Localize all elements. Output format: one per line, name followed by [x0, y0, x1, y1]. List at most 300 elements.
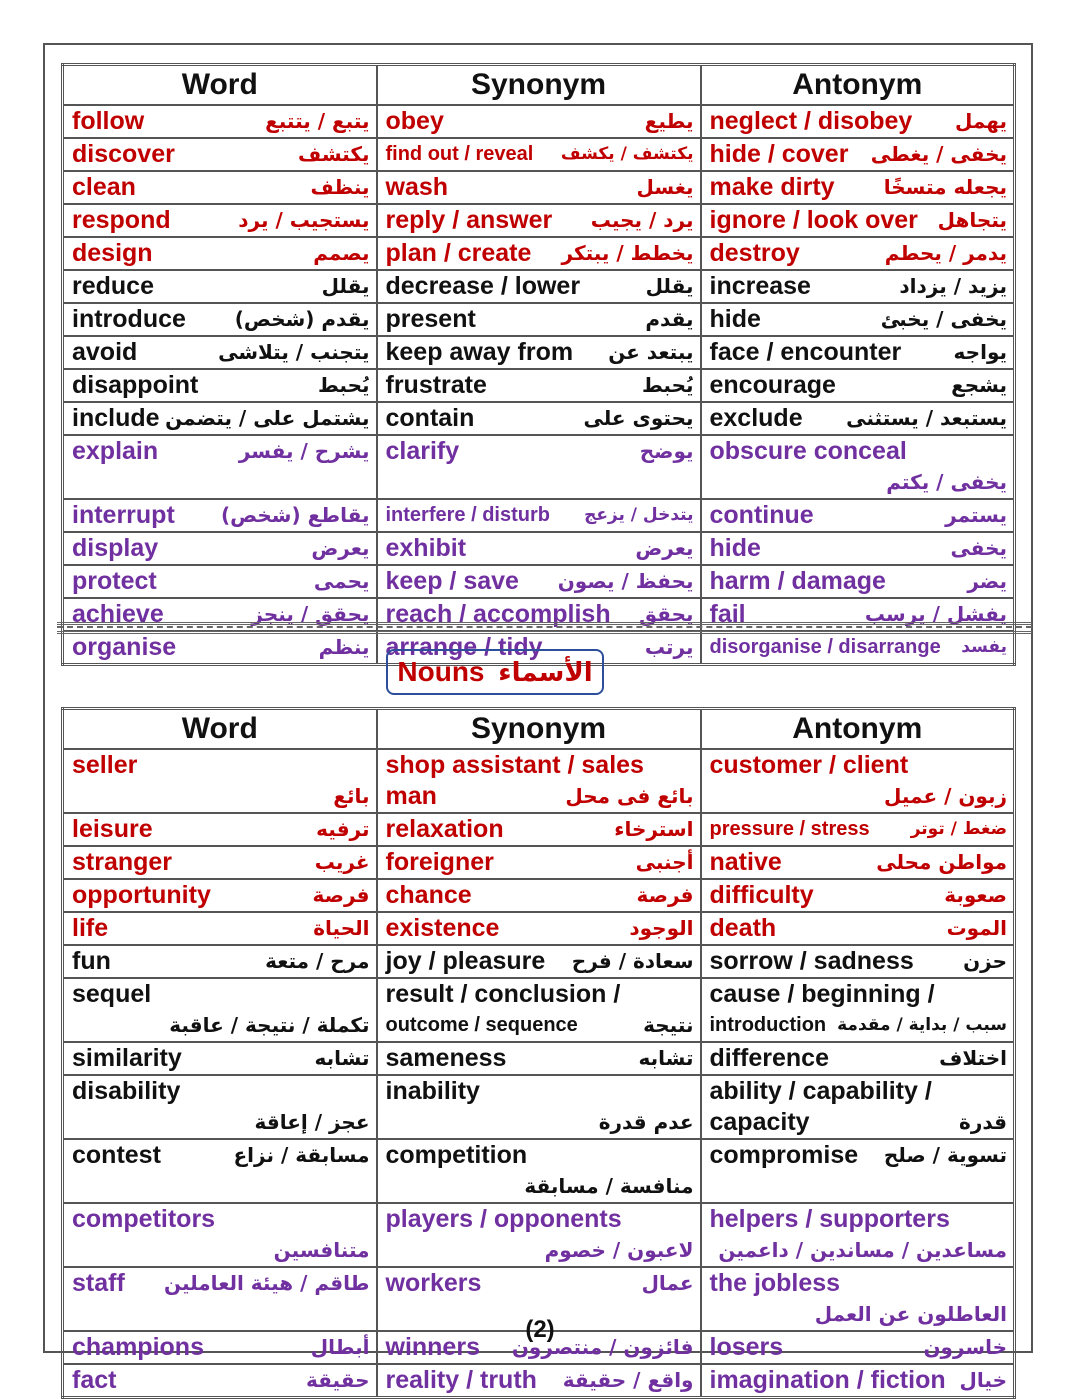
synonym-cell — [377, 303, 701, 336]
antonym-arabic: يتجاهل — [937, 208, 1007, 232]
table-row — [63, 138, 1015, 171]
word-arabic: ينظم — [318, 635, 370, 659]
antonym-cell — [701, 1075, 1015, 1139]
word-english: interrupt — [72, 501, 175, 529]
antonym-cell — [701, 303, 1015, 336]
synonym-arabic: يغسل — [636, 175, 694, 199]
synonym-arabic: يحقق — [639, 602, 694, 626]
word-english: avoid — [72, 338, 138, 366]
word-english: protect — [72, 567, 157, 595]
word-arabic: يُحبط — [317, 373, 370, 397]
word-english: contest — [72, 1141, 161, 1169]
synonym-arabic: منافسة / مسابقة — [524, 1174, 694, 1198]
antonym-arabic: يشجع — [951, 373, 1007, 397]
synonym-cell — [377, 1042, 701, 1075]
antonym-english: ignore / look over — [709, 206, 918, 234]
synonym-cell — [377, 846, 701, 879]
nouns-title-ar: الأسماء — [498, 658, 593, 688]
synonym-english: shop assistant / sales — [385, 751, 644, 779]
synonym-arabic: يُحبط — [641, 373, 694, 397]
synonym-cell — [377, 499, 701, 532]
word-arabic: يتجنب / يتلاشى — [218, 340, 370, 364]
antonym-arabic: مواطن محلى — [876, 850, 1007, 874]
word-header: Word — [63, 709, 377, 750]
word-arabic: أبطال — [310, 1335, 370, 1359]
antonym-english-line2: introduction — [709, 1014, 827, 1036]
table-row — [63, 1075, 1015, 1139]
antonym-arabic: يخفى / يغطى — [870, 142, 1007, 166]
synonym-english: exhibit — [385, 534, 467, 562]
antonym-english: neglect / disobey — [709, 107, 913, 135]
antonym-cell — [701, 171, 1015, 204]
synonym-arabic: سعادة / فرح — [571, 949, 694, 973]
antonym-cell — [701, 912, 1015, 945]
antonym-english: disorganise / disarrange — [709, 636, 941, 658]
antonym-arabic: اختلاف — [939, 1046, 1007, 1070]
antonym-english: hide / cover — [709, 140, 849, 168]
nouns-table — [61, 707, 1016, 1399]
synonym-english: find out / reveal — [385, 143, 534, 165]
word-cell — [63, 912, 377, 945]
word-arabic: غريب — [314, 850, 370, 874]
verbs-table — [61, 63, 1016, 666]
antonym-arabic: الموت — [946, 916, 1007, 940]
synonym-arabic: أجنبى — [635, 850, 694, 874]
word-arabic: ترفيه — [316, 817, 370, 841]
antonym-english: ability / capability / — [709, 1077, 932, 1105]
antonym-arabic: يخفى — [950, 536, 1007, 560]
table-row — [63, 1139, 1015, 1203]
word-cell — [63, 499, 377, 532]
synonym-cell — [377, 565, 701, 598]
word-cell — [63, 532, 377, 565]
antonym-arabic: يضر — [967, 569, 1007, 593]
antonym-cell — [701, 945, 1015, 978]
synonym-english: frustrate — [385, 371, 487, 399]
word-cell — [63, 1042, 377, 1075]
synonym-english: winners — [385, 1333, 480, 1361]
antonym-english: the jobless — [709, 1269, 841, 1297]
antonym-header: Antonym — [701, 65, 1015, 106]
antonym-cell — [701, 369, 1015, 402]
synonym-english-line2: outcome / sequence — [385, 1014, 578, 1036]
table-row — [63, 945, 1015, 978]
antonym-cell — [701, 499, 1015, 532]
synonym-english: wash — [385, 173, 449, 201]
word-arabic: يكتشف — [298, 142, 370, 166]
word-cell — [63, 435, 377, 499]
word-english: leisure — [72, 815, 153, 843]
synonym-english: relaxation — [385, 815, 504, 843]
synonym-arabic: واقع / حقيقة — [562, 1368, 694, 1392]
antonym-arabic: تسوية / صلح — [883, 1143, 1007, 1167]
page-number: (2) — [525, 1316, 555, 1343]
word-cell — [63, 749, 377, 813]
antonym-english: difference — [709, 1044, 829, 1072]
word-arabic: يحمى — [313, 569, 370, 593]
antonym-cell — [701, 1042, 1015, 1075]
word-arabic: ينظف — [310, 175, 370, 199]
synonym-arabic: يرد / يجيب — [590, 208, 694, 232]
antonym-arabic: حزن — [963, 949, 1007, 973]
word-cell — [63, 879, 377, 912]
word-english: disappoint — [72, 371, 199, 399]
synonym-cell — [377, 336, 701, 369]
word-cell — [63, 303, 377, 336]
synonym-english: obey — [385, 107, 444, 135]
antonym-english: harm / damage — [709, 567, 886, 595]
antonym-english-line2: capacity — [709, 1108, 810, 1136]
word-english: champions — [72, 1333, 204, 1361]
synonym-english: present — [385, 305, 476, 333]
antonym-arabic: خاسرون — [923, 1335, 1007, 1359]
antonym-cell — [701, 532, 1015, 565]
synonym-arabic: يقدم — [645, 307, 694, 331]
word-english: disability — [72, 1077, 181, 1105]
synonym-english: existence — [385, 914, 500, 942]
synonym-arabic: عمال — [641, 1271, 694, 1295]
synonym-english: sameness — [385, 1044, 507, 1072]
antonym-english: hide — [709, 305, 761, 333]
antonym-cell — [701, 402, 1015, 435]
word-english: opportunity — [72, 881, 211, 909]
antonym-cell — [701, 631, 1015, 665]
word-arabic: يستجيب / يرد — [238, 208, 370, 232]
antonym-arabic: سبب / بداية / مقدمة — [837, 1015, 1007, 1035]
antonym-english: cause / beginning / — [709, 980, 935, 1008]
word-arabic: يشتمل على / يتضمن — [165, 406, 370, 430]
antonym-english: face / encounter — [709, 338, 902, 366]
synonym-arabic: يتدخل / يزعج — [584, 505, 694, 525]
table-row — [63, 171, 1015, 204]
word-cell — [63, 105, 377, 138]
synonym-cell — [377, 945, 701, 978]
word-cell — [63, 369, 377, 402]
antonym-cell — [701, 1203, 1015, 1267]
synonym-cell — [377, 879, 701, 912]
synonym-english: contain — [385, 404, 475, 432]
synonym-english: joy / pleasure — [385, 947, 546, 975]
synonym-english: arrange / tidy — [385, 633, 543, 661]
table-row — [63, 237, 1015, 270]
word-english: seller — [72, 751, 138, 779]
synonym-arabic: بائع فى محل — [565, 784, 694, 808]
synonym-cell — [377, 369, 701, 402]
nouns-title-en: Nouns — [397, 656, 485, 687]
word-arabic: مسابقة / نزاع — [233, 1143, 370, 1167]
table-row — [63, 749, 1015, 813]
antonym-english: make dirty — [709, 173, 835, 201]
antonym-english: imagination / fiction — [709, 1366, 946, 1394]
table-row — [63, 565, 1015, 598]
table-row — [63, 912, 1015, 945]
synonym-arabic: يحتوى على — [583, 406, 694, 430]
word-cell — [63, 171, 377, 204]
word-arabic: يعرض — [311, 536, 370, 560]
synonym-english: foreigner — [385, 848, 494, 876]
word-english: fun — [72, 947, 111, 975]
synonym-header: Synonym — [377, 709, 701, 750]
synonym-cell — [377, 978, 701, 1042]
synonym-arabic: نتيجة — [643, 1013, 694, 1037]
word-english: explain — [72, 437, 159, 465]
antonym-english: death — [709, 914, 777, 942]
word-cell — [63, 270, 377, 303]
word-arabic: عجز / إعاقة — [254, 1110, 370, 1134]
table-row — [63, 336, 1015, 369]
synonym-arabic: يكتشف / يكشف — [560, 144, 694, 164]
antonym-arabic: يفشل / يرسب — [864, 602, 1007, 626]
word-arabic: يقاطع (شخص) — [220, 503, 370, 527]
word-english: life — [72, 914, 109, 942]
synonym-arabic: تشابه — [638, 1046, 694, 1070]
synonym-english: reply / answer — [385, 206, 553, 234]
synonym-english: decrease / lower — [385, 272, 581, 300]
word-cell — [63, 846, 377, 879]
antonym-english: destroy — [709, 239, 800, 267]
antonym-english: native — [709, 848, 782, 876]
table-row — [63, 978, 1015, 1042]
verbs-header-row — [63, 65, 1015, 106]
word-arabic: الحياة — [313, 916, 370, 940]
synonym-arabic: لاعبون / خصوم — [544, 1238, 694, 1262]
antonym-english: hide — [709, 534, 761, 562]
synonym-cell — [377, 1139, 701, 1203]
section-divider — [57, 622, 1032, 634]
word-arabic: يحقق / ينجز — [251, 602, 370, 626]
antonym-cell — [701, 435, 1015, 499]
nouns-header-row — [63, 709, 1015, 750]
synonym-cell — [377, 435, 701, 499]
word-cell — [63, 138, 377, 171]
antonym-english: fail — [709, 600, 746, 628]
antonym-arabic: زبون / عميل — [884, 784, 1007, 808]
table-row — [63, 846, 1015, 879]
synonym-cell — [377, 171, 701, 204]
antonym-cell — [701, 336, 1015, 369]
synonym-cell — [377, 138, 701, 171]
antonym-arabic: يواجه — [953, 340, 1007, 364]
word-english: fact — [72, 1366, 117, 1394]
antonym-cell — [701, 1364, 1015, 1398]
table-row — [63, 532, 1015, 565]
synonym-cell — [377, 270, 701, 303]
synonym-english: players / opponents — [385, 1205, 622, 1233]
synonym-english: competition — [385, 1141, 528, 1169]
word-english: sequel — [72, 980, 152, 1008]
synonym-arabic: فرصة — [636, 883, 694, 907]
antonym-arabic: يخفى / يكتم — [886, 470, 1007, 494]
word-arabic: يقلل — [321, 274, 370, 298]
synonym-arabic: فائزون / منتصرون — [511, 1335, 694, 1359]
synonym-arabic: يحفظ / يصون — [557, 569, 694, 593]
table-row — [63, 1203, 1015, 1267]
synonym-english-line2: man — [385, 782, 437, 810]
word-header: Word — [63, 65, 377, 106]
synonym-arabic: يقلل — [645, 274, 694, 298]
word-cell — [63, 813, 377, 846]
table-row — [63, 402, 1015, 435]
word-english: display — [72, 534, 159, 562]
antonym-arabic: مساعدين / مساندين / داعمين — [718, 1238, 1007, 1262]
antonym-english: compromise — [709, 1141, 859, 1169]
antonym-cell — [701, 978, 1015, 1042]
antonym-cell — [701, 1139, 1015, 1203]
table-row — [63, 105, 1015, 138]
synonym-arabic: يخطط / يبتكر — [561, 241, 694, 265]
antonym-arabic: يستبعد / يستثنى — [846, 406, 1007, 430]
synonym-english: plan / create — [385, 239, 532, 267]
word-english: staff — [72, 1269, 125, 1297]
antonym-arabic: ضغط / توتر — [910, 819, 1007, 839]
antonym-english: difficulty — [709, 881, 814, 909]
synonym-english: chance — [385, 881, 472, 909]
antonym-english: losers — [709, 1333, 784, 1361]
synonym-english: keep / save — [385, 567, 519, 595]
word-arabic: يصمم — [313, 241, 370, 265]
word-arabic: حقيقة — [306, 1368, 370, 1392]
word-cell — [63, 1203, 377, 1267]
antonym-english: helpers / supporters — [709, 1205, 950, 1233]
word-english: competitors — [72, 1205, 216, 1233]
word-english: design — [72, 239, 153, 267]
word-arabic: بائع — [333, 784, 370, 808]
table-row — [63, 435, 1015, 499]
synonym-arabic: استرخاء — [614, 817, 694, 841]
table-row — [63, 204, 1015, 237]
synonym-cell — [377, 813, 701, 846]
antonym-english: sorrow / sadness — [709, 947, 914, 975]
word-english: organise — [72, 633, 177, 661]
antonym-arabic: قدرة — [959, 1110, 1007, 1134]
synonym-cell — [377, 532, 701, 565]
word-cell — [63, 204, 377, 237]
synonym-english: result / conclusion / — [385, 980, 621, 1008]
antonym-header: Antonym — [701, 709, 1015, 750]
antonym-english: pressure / stress — [709, 818, 870, 840]
word-cell — [63, 945, 377, 978]
word-english: follow — [72, 107, 145, 135]
synonym-english: reach / accomplish — [385, 600, 611, 628]
antonym-arabic: العاطلون عن العمل — [814, 1302, 1007, 1326]
word-cell — [63, 565, 377, 598]
antonym-english: exclude — [709, 404, 803, 432]
antonym-english: customer / client — [709, 751, 909, 779]
synonym-cell — [377, 1075, 701, 1139]
word-arabic: يشرح / يفسر — [238, 439, 370, 463]
antonym-cell — [701, 879, 1015, 912]
synonym-english: inability — [385, 1077, 480, 1105]
nouns-section-title — [386, 649, 604, 695]
table-row — [63, 499, 1015, 532]
antonym-arabic: يفسد — [961, 637, 1007, 657]
word-arabic: فرصة — [312, 883, 370, 907]
synonym-cell — [377, 912, 701, 945]
word-cell — [63, 402, 377, 435]
antonym-cell — [701, 204, 1015, 237]
synonym-english: clarify — [385, 437, 460, 465]
synonym-arabic: يوضح — [639, 439, 694, 463]
synonym-cell — [377, 749, 701, 813]
table-row — [63, 270, 1015, 303]
word-cell — [63, 978, 377, 1042]
synonym-arabic: عدم قدرة — [598, 1110, 694, 1134]
antonym-cell — [701, 105, 1015, 138]
synonym-cell — [377, 1364, 701, 1398]
word-english: similarity — [72, 1044, 182, 1072]
word-english: respond — [72, 206, 171, 234]
nouns-body — [63, 749, 1015, 1398]
word-arabic: يتبع / يتتبع — [265, 109, 370, 133]
word-english: introduce — [72, 305, 186, 333]
word-english: stranger — [72, 848, 173, 876]
synonym-english: reality / truth — [385, 1366, 537, 1394]
word-cell — [63, 1075, 377, 1139]
table-row — [63, 1364, 1015, 1398]
antonym-cell — [701, 565, 1015, 598]
synonym-arabic: يبتعد عن — [608, 340, 694, 364]
antonym-cell — [701, 270, 1015, 303]
synonym-arabic: يرتب — [644, 635, 694, 659]
table-row — [63, 1042, 1015, 1075]
word-arabic: مرح / متعة — [265, 949, 370, 973]
verbs-body — [63, 105, 1015, 665]
table-row — [63, 303, 1015, 336]
antonym-arabic: يخفى / يخبئ — [880, 307, 1007, 331]
synonym-cell — [377, 204, 701, 237]
antonym-arabic: يهمل — [955, 109, 1007, 133]
antonym-cell — [701, 749, 1015, 813]
word-cell — [63, 336, 377, 369]
synonym-arabic: يعرض — [635, 536, 694, 560]
word-english: clean — [72, 173, 136, 201]
table-row — [63, 369, 1015, 402]
synonym-english: workers — [385, 1269, 482, 1297]
antonym-cell — [701, 138, 1015, 171]
synonym-header: Synonym — [377, 65, 701, 106]
antonym-arabic: يجعله متسخًا — [883, 175, 1007, 199]
word-cell — [63, 631, 377, 665]
antonym-english: continue — [709, 501, 814, 529]
word-arabic: طاقم / هيئة العاملين — [163, 1271, 370, 1295]
word-arabic: متنافسين — [273, 1238, 370, 1262]
antonym-arabic: خيال — [959, 1368, 1007, 1392]
antonym-arabic: يستمر — [945, 503, 1007, 527]
word-english: discover — [72, 140, 175, 168]
antonym-arabic: يدمر / يحطم — [884, 241, 1007, 265]
synonym-arabic: يطيع — [644, 109, 694, 133]
synonym-arabic: الوجود — [629, 916, 694, 940]
table-row — [63, 879, 1015, 912]
synonym-cell — [377, 237, 701, 270]
word-cell — [63, 237, 377, 270]
synonym-cell — [377, 402, 701, 435]
word-english: reduce — [72, 272, 154, 300]
antonym-arabic: صعوبة — [944, 883, 1007, 907]
word-arabic: تكملة / نتيجة / عاقبة — [169, 1013, 370, 1037]
table-row — [63, 813, 1015, 846]
word-cell — [63, 1139, 377, 1203]
synonym-cell — [377, 1203, 701, 1267]
word-english: achieve — [72, 600, 164, 628]
antonym-english: increase — [709, 272, 811, 300]
synonym-english: interfere / disturb — [385, 504, 550, 526]
word-arabic: تشابه — [314, 1046, 370, 1070]
synonym-cell — [377, 105, 701, 138]
word-cell — [63, 1364, 377, 1398]
antonym-cell — [701, 237, 1015, 270]
antonym-arabic: يزيد / يزداد — [899, 274, 1007, 298]
